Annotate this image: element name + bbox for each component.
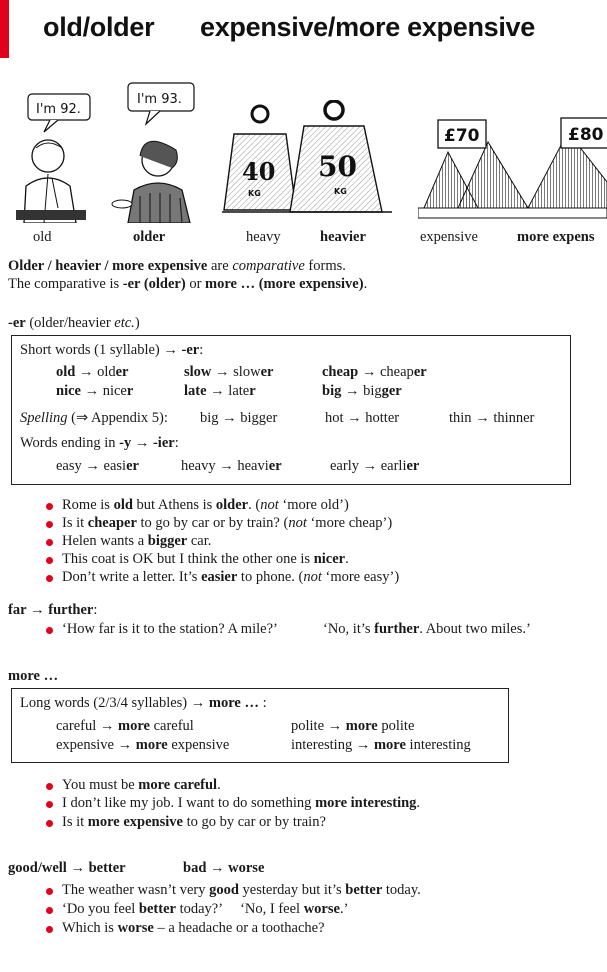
good-heading: good/well → better <box>8 860 126 876</box>
bullet-icon <box>46 627 53 634</box>
good-example-2: ‘Do you feel better today?’ ‘No, I feel worse.’ <box>62 901 349 917</box>
er-example-2: Is it cheaper to go by car or by train? (not ‘more cheap’) <box>62 515 393 531</box>
pair-careful: careful → more careful <box>56 718 194 734</box>
bullet-icon <box>46 926 53 933</box>
far-example-question: ‘How far is it to the station? A mile?’ <box>62 621 278 637</box>
good-example-3: Which is worse – a headache or a toothache? <box>62 920 325 936</box>
er-example-4: This coat is OK but I think the other one is nicer. <box>62 551 349 567</box>
pair-slow: slow → slower <box>184 364 274 380</box>
weight-label-50: 50 <box>318 150 357 183</box>
weight-unit-1: KG <box>248 189 261 198</box>
title-old-older: old/older <box>43 12 155 42</box>
y-words-intro: Words ending in -y → -ier: <box>20 435 179 451</box>
pair-expensive: expensive → more expensive <box>56 737 230 753</box>
er-example-1: Rome is old but Athens is older. (not ‘more old’) <box>62 497 349 513</box>
good-example-1: The weather wasn’t very good yesterday but it’s better today. <box>62 882 421 898</box>
far-heading: far → further: <box>8 602 98 618</box>
more-example-1: You must be more careful. <box>62 777 221 793</box>
y-pair-heavy: heavy → heavier <box>181 458 282 474</box>
speech-bubble-2: I'm 93. <box>137 92 182 107</box>
bullet-icon <box>46 783 53 790</box>
bullet-icon <box>46 557 53 564</box>
accent-bar <box>0 0 9 58</box>
er-example-5: Don’t write a letter. It’s easier to phone. (not ‘more easy’) <box>62 569 400 585</box>
intro-line-1: Older / heavier / more expensive are comparative forms. <box>8 258 346 274</box>
bullet-icon <box>46 575 53 582</box>
more-example-2: I don’t like my job. I want to do something more interesting. <box>62 795 421 811</box>
weight-label-40: 40 <box>242 157 276 186</box>
bullet-icon <box>46 820 53 827</box>
pair-late: late → later <box>184 383 256 399</box>
caption-older: older <box>133 229 166 245</box>
bad-heading: bad → worse <box>183 860 265 876</box>
caption-more-expensive: more expens <box>517 229 595 245</box>
long-words-intro: Long words (2/3/4 syllables) → more … : <box>20 695 267 711</box>
far-example-answer: ‘No, it’s further. About two miles.’ <box>323 621 531 637</box>
spelling-pair-big: big → bigger <box>200 410 278 426</box>
bullet-icon <box>46 888 53 895</box>
pair-polite: polite → more polite <box>291 718 415 734</box>
pair-old: old → older <box>56 364 129 380</box>
bullet-icon <box>46 539 53 546</box>
er-heading: -er (older/heavier etc.) <box>8 315 140 331</box>
pair-nice: nice → nicer <box>56 383 134 399</box>
intro-line-2: The comparative is -er (older) or more … (more expensive). <box>8 276 368 292</box>
speech-bubble-1: I'm 92. <box>36 102 81 117</box>
short-words-intro: Short words (1 syllable) → -er: <box>20 342 204 358</box>
er-example-3: Helen wants a bigger car. <box>62 533 212 549</box>
title-expensive: expensive/more expensive <box>200 12 535 42</box>
more-heading: more … <box>8 668 59 684</box>
bullet-icon <box>46 521 53 528</box>
old-couple-illustration <box>10 78 200 223</box>
bullet-icon <box>46 801 53 808</box>
y-pair-early: early → earlier <box>330 458 420 474</box>
spelling-pair-hot: hot → hotter <box>325 410 400 426</box>
caption-heavier: heavier <box>320 229 366 245</box>
bullet-icon <box>46 503 53 510</box>
weight-unit-2: KG <box>334 187 347 196</box>
price-tag-80: £80 <box>568 125 604 145</box>
bullet-icon <box>46 907 53 914</box>
pair-big: big → bigger <box>322 383 402 399</box>
pair-interesting: interesting → more interesting <box>291 737 471 753</box>
y-pair-easy: easy → easier <box>56 458 139 474</box>
caption-old: old <box>33 229 52 245</box>
spelling-note: Spelling (⇒ Appendix 5): <box>20 410 168 426</box>
price-illustration <box>418 112 607 222</box>
weights-illustration <box>222 100 392 218</box>
more-example-3: Is it more expensive to go by car or by train? <box>62 814 326 830</box>
price-tag-70: £70 <box>444 126 480 146</box>
pair-cheap: cheap → cheaper <box>322 364 427 380</box>
spelling-pair-thin: thin → thinner <box>449 410 535 426</box>
caption-heavy: heavy <box>246 229 281 245</box>
caption-expensive: expensive <box>420 229 478 245</box>
